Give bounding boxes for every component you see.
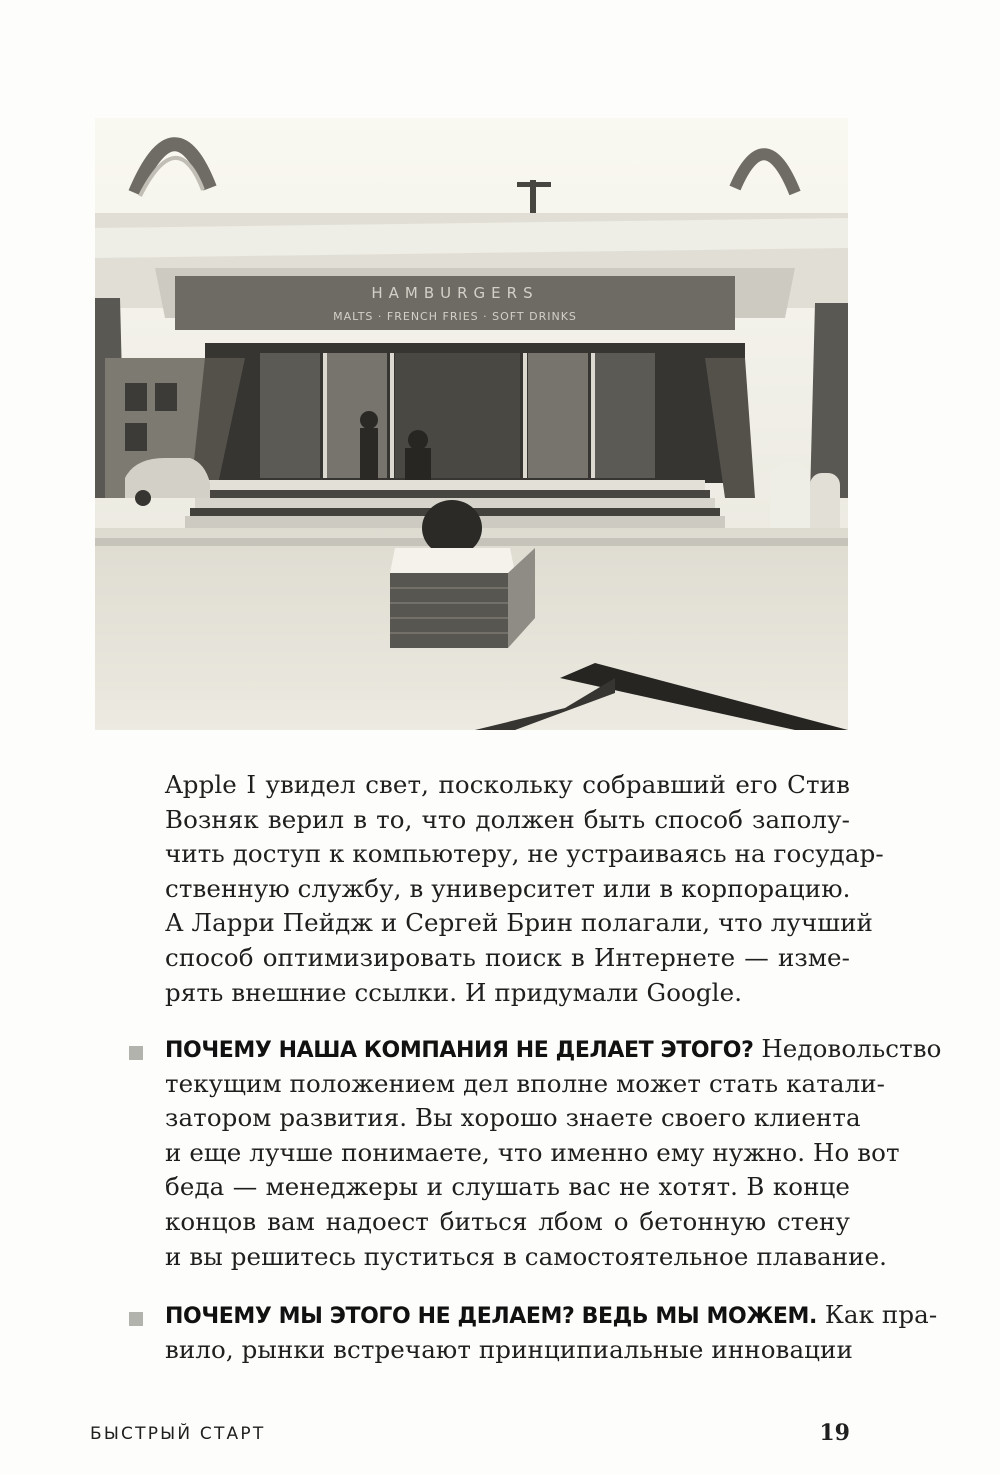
page-number: 19 [819,1420,850,1446]
text-line: вило, рынки встречают принципиальные инновации [165,1334,853,1364]
text-line: А Ларри Пейдж и Сергей Брин полагали, что лучший [165,908,873,938]
text-line: чить доступ к компьютеру, не устраиваясь на государ- [165,839,884,869]
bullet-first-line [165,1298,938,1333]
sign-line-2: MALTS · FRENCH FRIES · SOFT DRINKS [333,310,577,323]
bullet-square-icon [129,1312,143,1326]
bullet-heading: ПОЧЕМУ НАША КОМПАНИЯ НЕ ДЕЛАЕТ ЭТОГО? [165,1038,754,1063]
bullet-heading: ПОЧЕМУ МЫ ЭТОГО НЕ ДЕЛАЕМ? ВЕДЬ МЫ МОЖЕМ. [165,1304,817,1329]
text-line: концов вам надоест биться лбом о бетонную стену [165,1206,850,1236]
running-footer-section: БЫСТРЫЙ СТАРТ [90,1424,266,1444]
bullet-item-we-can [165,1298,938,1367]
bullet-first-line [165,1032,942,1067]
intro-paragraph [165,768,884,1010]
text-line: Возняк верил в то, что должен быть способ заполу- [165,804,850,834]
text-line: и вы решитесь пуститься в самостоятельное плавание. [165,1241,888,1271]
text-line: рять внешние ссылки. И придумали Google. [165,977,743,1007]
text-line: способ оптимизировать поиск в Интернете — изме- [165,942,850,972]
hamburger-stand-photo [95,118,848,730]
bullet-first-rest: Недовольство [753,1034,942,1063]
text-line: беда — менеджеры и слушать вас не хотят. В конце [165,1172,850,1202]
text-line: затором развития. Вы хорошо знаете своего клиента [165,1103,861,1133]
bullet-square-icon [129,1046,143,1060]
bullet-first-rest: Как пра- [816,1300,938,1329]
bullet-item-our-company [165,1032,942,1274]
text-line: и еще лучше понимаете, что именно ему нужно. Но вот [165,1137,900,1167]
text-line: Apple I увидел свет, поскольку собравший его Стив [165,770,850,799]
sign-line-1: HAMBURGERS [371,284,539,302]
text-line: текущим положением дел вполне может стать катали- [165,1068,886,1098]
text-line: ственную службу, в университет или в корпорацию. [165,873,851,903]
